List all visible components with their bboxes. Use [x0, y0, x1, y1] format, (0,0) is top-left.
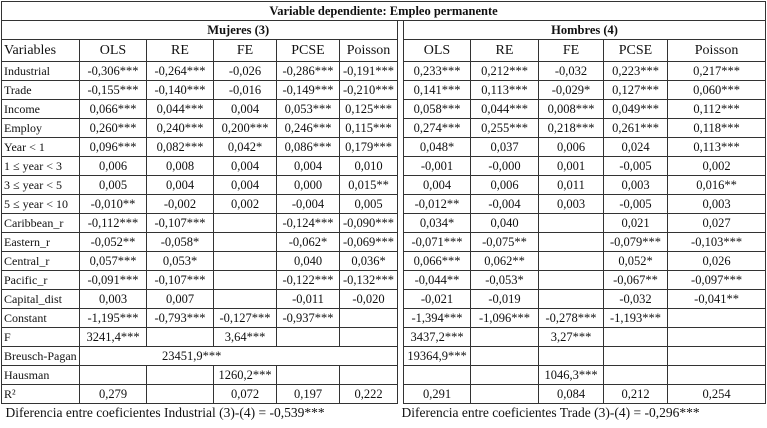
- cell-men-poisson: 0,217***: [668, 62, 766, 81]
- cell-men-fe: [539, 347, 604, 366]
- table-row: [2, 195, 766, 214]
- cell-men-fe: [539, 233, 604, 252]
- cell-men-ols: 0,034*: [404, 214, 471, 233]
- cell-women-pcse: -0,286***: [277, 62, 340, 81]
- cell-men-ols: 0,291: [404, 385, 471, 404]
- cell-men-ols: -0,012**: [404, 195, 471, 214]
- cell-women-fe: [214, 271, 277, 290]
- cell-men-pcse: -0,079***: [604, 233, 668, 252]
- cell-men-pcse: 0,024: [604, 138, 668, 157]
- cell-women-ols: -0,306***: [80, 62, 147, 81]
- cell-women-ols: -0,155***: [80, 81, 147, 100]
- cell-men-fe: [539, 214, 604, 233]
- table-row: [2, 271, 766, 290]
- cell-men-ols: -0,071***: [404, 233, 471, 252]
- cell-men-fe: 0,008***: [539, 100, 604, 119]
- cell-men-pcse: -0,067**: [604, 271, 668, 290]
- cell-women-re: -0,002: [147, 195, 214, 214]
- cell-men-pcse: 0,021: [604, 214, 668, 233]
- col-header-men-re: RE: [471, 40, 539, 62]
- cell-women-poisson: -0,191***: [340, 62, 398, 81]
- cell-men-re: 0,006: [471, 176, 539, 195]
- cell-women-poisson: 0,010: [340, 157, 398, 176]
- col-header-men-ols: OLS: [404, 40, 471, 62]
- cell-men-fe: 0,218***: [539, 119, 604, 138]
- cell-men-re: 0,255***: [471, 119, 539, 138]
- row-label: Hausman: [2, 366, 80, 385]
- col-header-women-re: RE: [147, 40, 214, 62]
- cell-men-fe: 0,003: [539, 195, 604, 214]
- cell-men-poisson: [668, 366, 766, 385]
- cell-women-poisson: -0,132***: [340, 271, 398, 290]
- cell-women-fe: 0,004: [214, 157, 277, 176]
- cell-women-re: [147, 366, 214, 385]
- cell-men-re: -0,004: [471, 195, 539, 214]
- cell-men-pcse: 0,049***: [604, 100, 668, 119]
- cell-men-fe: 0,011: [539, 176, 604, 195]
- cell-women-pcse: [277, 366, 340, 385]
- cell-women-ols: 0,006: [80, 157, 147, 176]
- row-label: Caribbean_r: [2, 214, 80, 233]
- cell-men-re: [471, 366, 539, 385]
- cell-men-poisson: 0,016**: [668, 176, 766, 195]
- cell-women-ols: [80, 366, 147, 385]
- cell-women-pcse: 0,004: [277, 157, 340, 176]
- cell-men-poisson: [668, 328, 766, 347]
- row-label: Constant: [2, 309, 80, 328]
- row-label: F: [2, 328, 80, 347]
- col-header-men-fe: FE: [539, 40, 604, 62]
- cell-men-ols: 0,066***: [404, 252, 471, 271]
- cell-men-poisson: 0,254: [668, 385, 766, 404]
- cell-women-pcse: -0,124***: [277, 214, 340, 233]
- cell-women-fe: 3,64***: [214, 328, 277, 347]
- cell-men-pcse: 0,212: [604, 385, 668, 404]
- cell-men-pcse: 0,003: [604, 176, 668, 195]
- table-row: [2, 252, 766, 271]
- cell-women-fe: 0,004: [214, 176, 277, 195]
- cell-women-pcse: -0,149***: [277, 81, 340, 100]
- cell-men-fe: [539, 252, 604, 271]
- table-row: [2, 385, 766, 404]
- table-row: [2, 138, 766, 157]
- cell-women-ols: 0,057***: [80, 252, 147, 271]
- cell-men-pcse: [604, 328, 668, 347]
- cell-women-fe: 0,042*: [214, 138, 277, 157]
- cell-men-fe: [539, 271, 604, 290]
- cell-men-pcse: 0,261***: [604, 119, 668, 138]
- cell-women-ols: 0,005: [80, 176, 147, 195]
- row-label: R²: [2, 385, 80, 404]
- table-row: [2, 176, 766, 195]
- cell-men-ols: -1,394***: [404, 309, 471, 328]
- cell-men-re: -1,096***: [471, 309, 539, 328]
- cell-women-poisson: 0,036*: [340, 252, 398, 271]
- table-row: [2, 119, 766, 138]
- cell-women-pcse: -0,062*: [277, 233, 340, 252]
- cell-men-poisson: 0,113***: [668, 138, 766, 157]
- cell-women-pcse: 0,246***: [277, 119, 340, 138]
- col-header-women-pcse: PCSE: [277, 40, 340, 62]
- row-label: Pacific_r: [2, 271, 80, 290]
- cell-women-pcse: 0,053***: [277, 100, 340, 119]
- cell-women-re: [147, 328, 214, 347]
- cell-men-fe: [539, 290, 604, 309]
- cell-women-ols: -0,010**: [80, 195, 147, 214]
- cell-men-fe: 1046,3***: [539, 366, 604, 385]
- cell-women-poisson: 0,015**: [340, 176, 398, 195]
- row-label: 3 ≤ year < 5: [2, 176, 80, 195]
- cell-women-re: 0,004: [147, 176, 214, 195]
- cell-men-re: 0,044***: [471, 100, 539, 119]
- cell-men-fe: 0,084: [539, 385, 604, 404]
- cell-women-re: -0,264***: [147, 62, 214, 81]
- cell-women-re: 0,044***: [147, 100, 214, 119]
- cell-men-poisson: 0,027: [668, 214, 766, 233]
- cell-women-ols: -0,052**: [80, 233, 147, 252]
- cell-women-poisson: 0,222: [340, 385, 398, 404]
- cell-men-poisson: -0,097***: [668, 271, 766, 290]
- table-row: [2, 81, 766, 100]
- cell-women-fe: -0,127***: [214, 309, 277, 328]
- cell-women-pcse: [277, 328, 340, 347]
- cell-men-fe: 0,001: [539, 157, 604, 176]
- cell-women-poisson: [340, 366, 398, 385]
- cell-women-ols: 0,096***: [80, 138, 147, 157]
- cell-men-pcse: 0,223***: [604, 62, 668, 81]
- cell-men-re: 0,062**: [471, 252, 539, 271]
- cell-men-pcse: -1,193***: [604, 309, 668, 328]
- cell-men-re: 0,212***: [471, 62, 539, 81]
- cell-women-fe: 0,072: [214, 385, 277, 404]
- cell-men-ols: 19364,9***: [404, 347, 471, 366]
- cell-men-poisson: 0,026: [668, 252, 766, 271]
- cell-women-re: -0,107***: [147, 271, 214, 290]
- cell-men-re: -0,053*: [471, 271, 539, 290]
- cell-women-poisson: [340, 328, 398, 347]
- cell-men-re: [471, 347, 539, 366]
- cell-men-poisson: -0,103***: [668, 233, 766, 252]
- cell-men-fe: 0,006: [539, 138, 604, 157]
- cell-men-re: 0,113***: [471, 81, 539, 100]
- cell-women-re: [147, 385, 214, 404]
- row-label: Capital_dist: [2, 290, 80, 309]
- cell-men-poisson: 0,002: [668, 157, 766, 176]
- cell-women-ols: 0,066***: [80, 100, 147, 119]
- cell-women-poisson: 0,005: [340, 195, 398, 214]
- cell-men-pcse: -0,032: [604, 290, 668, 309]
- table-row: [2, 157, 766, 176]
- table-title: Variable dependiente: Empleo permanente: [2, 2, 766, 21]
- cell-women-re: -0,140***: [147, 81, 214, 100]
- col-header-women-poisson: Poisson: [340, 40, 398, 62]
- group-header-women: Mujeres (3): [80, 21, 398, 40]
- cell-men-pcse: 0,052*: [604, 252, 668, 271]
- cell-men-ols: -0,021: [404, 290, 471, 309]
- cell-men-poisson: [668, 309, 766, 328]
- cell-men-pcse: [604, 347, 668, 366]
- cell-women-fe: -0,026: [214, 62, 277, 81]
- cell-women-fe: 0,004: [214, 100, 277, 119]
- table-row: [2, 328, 766, 347]
- column-header-row: [2, 40, 766, 62]
- cell-men-ols: 0,048*: [404, 138, 471, 157]
- cell-women-pcse: -0,011: [277, 290, 340, 309]
- cell-men-poisson: [668, 347, 766, 366]
- row-label: 5 ≤ year < 10: [2, 195, 80, 214]
- cell-men-poisson: 0,112***: [668, 100, 766, 119]
- cell-women-pcse: -0,937***: [277, 309, 340, 328]
- cell-women-ols: 0,003: [80, 290, 147, 309]
- cell-men-ols: 0,141***: [404, 81, 471, 100]
- cell-women-span: 23451,9***: [80, 347, 398, 366]
- cell-women-ols: -0,091***: [80, 271, 147, 290]
- cell-men-ols: 3437,2***: [404, 328, 471, 347]
- row-label: Industrial: [2, 62, 80, 81]
- cell-men-re: -0,019: [471, 290, 539, 309]
- cell-men-poisson: 0,060***: [668, 81, 766, 100]
- cell-men-pcse: -0,005: [604, 157, 668, 176]
- cell-women-re: 0,082***: [147, 138, 214, 157]
- row-label: Income: [2, 100, 80, 119]
- row-label: Eastern_r: [2, 233, 80, 252]
- cell-women-poisson: -0,069***: [340, 233, 398, 252]
- col-header-men-poisson: Poisson: [668, 40, 766, 62]
- table-row: [2, 366, 766, 385]
- cell-women-poisson: 0,179***: [340, 138, 398, 157]
- row-label: Trade: [2, 81, 80, 100]
- cell-men-ols: -0,044**: [404, 271, 471, 290]
- cell-women-pcse: 0,040: [277, 252, 340, 271]
- cell-women-re: -0,107***: [147, 214, 214, 233]
- cell-men-ols: 0,274***: [404, 119, 471, 138]
- cell-women-pcse: -0,122***: [277, 271, 340, 290]
- cell-women-poisson: -0,210***: [340, 81, 398, 100]
- cell-men-ols: -0,001: [404, 157, 471, 176]
- footer-industrial-diff: Diferencia entre coeficientes Industrial (3)-(4) = -0,539***: [5, 405, 325, 420]
- cell-men-pcse: 0,127***: [604, 81, 668, 100]
- table-row: [2, 347, 766, 366]
- cell-men-re: [471, 385, 539, 404]
- group-header-men: Hombres (4): [404, 21, 766, 40]
- cell-women-re: -0,793***: [147, 309, 214, 328]
- cell-men-re: [471, 328, 539, 347]
- footer-trade-diff: Diferencia entre coeficientes Trade (3)-(4) = -0,296***: [401, 405, 700, 420]
- col-header-women-fe: FE: [214, 40, 277, 62]
- row-label: Employ: [2, 119, 80, 138]
- cell-women-poisson: 0,115***: [340, 119, 398, 138]
- cell-men-poisson: 0,118***: [668, 119, 766, 138]
- table-row: [2, 309, 766, 328]
- cell-men-pcse: -0,005: [604, 195, 668, 214]
- cell-women-pcse: 0,197: [277, 385, 340, 404]
- cell-women-re: 0,053*: [147, 252, 214, 271]
- cell-men-poisson: 0,003: [668, 195, 766, 214]
- row-label: Year < 1: [2, 138, 80, 157]
- cell-men-ols: 0,233***: [404, 62, 471, 81]
- cell-women-ols: 0,260***: [80, 119, 147, 138]
- row-label: Central_r: [2, 252, 80, 271]
- cell-men-fe: -0,032: [539, 62, 604, 81]
- footer-row: [2, 404, 766, 423]
- cell-men-fe: -0,029*: [539, 81, 604, 100]
- cell-women-fe: -0,016: [214, 81, 277, 100]
- cell-men-re: 0,040: [471, 214, 539, 233]
- cell-women-fe: [214, 214, 277, 233]
- cell-men-ols: [404, 366, 471, 385]
- cell-women-poisson: [340, 309, 398, 328]
- cell-women-pcse: 0,086***: [277, 138, 340, 157]
- cell-women-re: 0,007: [147, 290, 214, 309]
- cell-men-pcse: [604, 366, 668, 385]
- cell-men-re: -0,000: [471, 157, 539, 176]
- cell-women-ols: -0,112***: [80, 214, 147, 233]
- row-label: 1 ≤ year < 3: [2, 157, 80, 176]
- cell-women-poisson: 0,125***: [340, 100, 398, 119]
- col-header-men-pcse: PCSE: [604, 40, 668, 62]
- table-row: [2, 100, 766, 119]
- cell-women-fe: [214, 252, 277, 271]
- cell-men-poisson: -0,041**: [668, 290, 766, 309]
- cell-men-re: 0,037: [471, 138, 539, 157]
- regression-table: [1, 1, 766, 422]
- cell-women-re: 0,240***: [147, 119, 214, 138]
- cell-men-re: -0,075**: [471, 233, 539, 252]
- cell-men-ols: 0,058***: [404, 100, 471, 119]
- cell-women-poisson: -0,090***: [340, 214, 398, 233]
- cell-women-ols: -1,195***: [80, 309, 147, 328]
- table-row: [2, 290, 766, 309]
- cell-women-fe: 0,002: [214, 195, 277, 214]
- cell-women-fe: [214, 290, 277, 309]
- cell-men-ols: 0,004: [404, 176, 471, 195]
- cell-men-fe: -0,278***: [539, 309, 604, 328]
- row-label: Breusch-Pagan: [2, 347, 80, 366]
- cell-women-ols: 0,279: [80, 385, 147, 404]
- cell-women-re: -0,058*: [147, 233, 214, 252]
- cell-women-fe: 0,200***: [214, 119, 277, 138]
- table-row: [2, 62, 766, 81]
- variables-header: Variables: [2, 40, 80, 62]
- cell-women-ols: 3241,4***: [80, 328, 147, 347]
- cell-women-fe: [214, 233, 277, 252]
- cell-women-poisson: -0,020: [340, 290, 398, 309]
- table-row: [2, 233, 766, 252]
- cell-women-pcse: 0,000: [277, 176, 340, 195]
- cell-women-fe: 1260,2***: [214, 366, 277, 385]
- cell-women-pcse: -0,004: [277, 195, 340, 214]
- cell-women-re: 0,008: [147, 157, 214, 176]
- table-row: [2, 214, 766, 233]
- cell-men-fe: 3,27***: [539, 328, 604, 347]
- col-header-women-ols: OLS: [80, 40, 147, 62]
